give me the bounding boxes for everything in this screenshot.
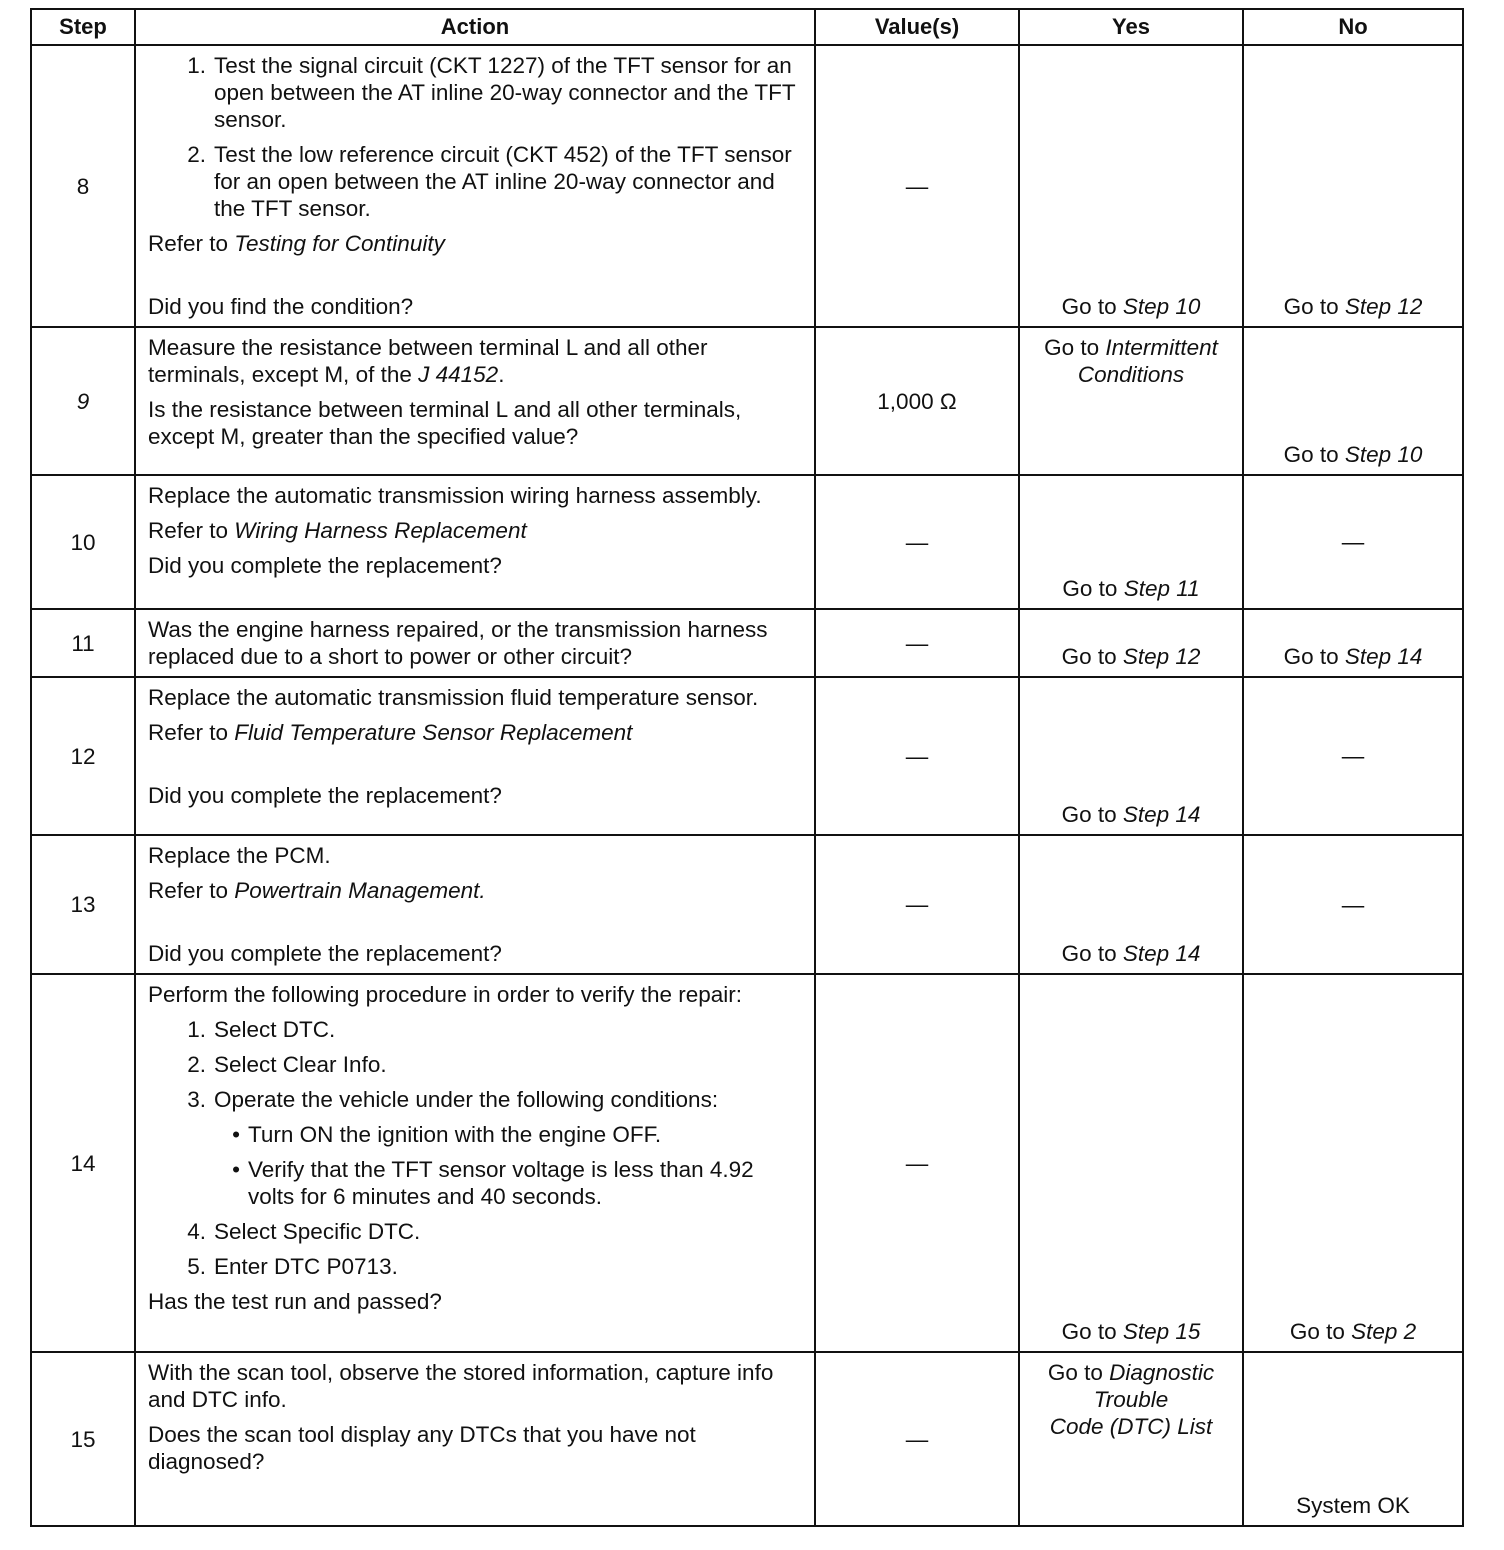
list-item: 2. Test the low reference circuit (CKT 452) of the TFT sensor for an open between the AT inline 20-way connector and the TFT sensor. — [187, 142, 792, 221]
question: Is the resistance between terminal L and all other terminals, except M, greater than the specified value? — [148, 397, 742, 449]
no-cell: — — [1243, 835, 1463, 974]
table-row-step-12 — [31, 677, 1463, 835]
yes-link[interactable]: Step 10 — [1122, 294, 1201, 319]
yes-cell: Go to Diagnostic Trouble Code (DTC) List — [1019, 1352, 1243, 1526]
step-number: 10 — [31, 475, 135, 609]
bullet-item: • Turn ON the ignition with the engine OFF. — [232, 1122, 662, 1147]
step-number: 8 — [31, 45, 135, 327]
no-cell: — — [1243, 677, 1463, 835]
no-link[interactable]: Step 2 — [1351, 1319, 1417, 1344]
action-cell: Measure the resistance between terminal L and all other terminals, except M, of the J 44152. Is the resistance between terminal L and all other terminals, except M, greater than the specified value? — [135, 327, 815, 475]
value-cell: — — [815, 1352, 1019, 1526]
table-row-step-10 — [31, 475, 1463, 609]
no-cell: Go to Step 14 — [1243, 609, 1463, 677]
action-cell: Replace the PCM. Refer to Powertrain Management. Did you complete the replacement? — [135, 835, 815, 974]
question: Did you complete the replacement? — [148, 783, 502, 808]
yes-cell: Go to Step 14 — [1019, 677, 1243, 835]
step-number: 11 — [31, 609, 135, 677]
step-number: 9 — [31, 327, 135, 475]
action-cell — [135, 45, 815, 327]
header-no: No — [1243, 9, 1463, 45]
yes-cell: Go to Step 15 — [1019, 974, 1243, 1352]
value-cell: — — [815, 609, 1019, 677]
list-item: 4. Select Specific DTC. — [187, 1219, 421, 1244]
header-action: Action — [135, 9, 815, 45]
yes-link[interactable]: Step 11 — [1123, 576, 1200, 601]
value-cell: — — [815, 475, 1019, 609]
yes-link[interactable]: Step 12 — [1122, 644, 1201, 669]
list-item: 2. Select Clear Info. — [187, 1052, 387, 1077]
table-row-step-11 — [31, 609, 1463, 677]
refer-text: Refer to Testing for Continuity — [148, 231, 445, 256]
step-number: 12 — [31, 677, 135, 835]
refer-text: Refer to Wiring Harness Replacement — [148, 518, 527, 543]
question: Has the test run and passed? — [148, 1289, 442, 1314]
value-cell: — — [815, 974, 1019, 1352]
no-cell: — — [1243, 475, 1463, 609]
no-link[interactable]: Step 14 — [1344, 644, 1423, 669]
question: Was the engine harness repaired, or the transmission harness replaced due to a short to power or other circuit? — [148, 617, 768, 669]
table-row-step-13 — [31, 835, 1463, 974]
refer-link[interactable]: Powertrain Management. — [234, 878, 486, 903]
table-row-step-8 — [31, 45, 1463, 327]
yes-cell: Go to Intermittent Conditions — [1019, 327, 1243, 475]
table-row-step-15 — [31, 1352, 1463, 1526]
no-cell: Go to Step 10 — [1243, 327, 1463, 475]
no-link[interactable]: Step 12 — [1344, 294, 1423, 319]
yes-link[interactable]: Step 14 — [1122, 941, 1201, 966]
list-item: 5. Enter DTC P0713. — [187, 1254, 398, 1279]
refer-link[interactable]: Fluid Temperature Sensor Replacement — [234, 720, 633, 745]
yes-link[interactable]: Intermittent — [1105, 335, 1218, 360]
step-number: 14 — [31, 974, 135, 1352]
tool-ref: J 44152 — [418, 362, 499, 387]
no-link[interactable]: Step 10 — [1344, 442, 1423, 467]
yes-cell: Go to Step 11 — [1019, 475, 1243, 609]
yes-link[interactable]: Diagnostic — [1109, 1360, 1215, 1385]
question: Did you complete the replacement? — [148, 553, 502, 578]
action-cell: Replace the automatic transmission wiring harness assembly. Refer to Wiring Harness Replacement Did you complete the replacement? — [135, 475, 815, 609]
yes-cell: Go to Step 14 — [1019, 835, 1243, 974]
question: Did you complete the replacement? — [148, 941, 502, 966]
yes-link[interactable]: Step 15 — [1122, 1319, 1201, 1344]
table-row-step-9 — [31, 327, 1463, 475]
table-row-step-14 — [31, 974, 1463, 1352]
bullet-item: • Verify that the TFT sensor voltage is less than 4.92 volts for 6 minutes and 40 seconds. — [232, 1157, 754, 1209]
diagnostic-table — [30, 8, 1464, 1527]
yes-link[interactable]: Step 14 — [1122, 802, 1201, 827]
header-yes: Yes — [1019, 9, 1243, 45]
step-number: 15 — [31, 1352, 135, 1526]
list-item: 1. Test the signal circuit (CKT 1227) of the TFT sensor for an open between the AT inline 20-way connector and the TFT sensor. — [187, 53, 796, 132]
question: Did you find the condition? — [148, 294, 414, 319]
value-cell: — — [815, 677, 1019, 835]
yes-cell: Go to Step 10 — [1019, 45, 1243, 327]
refer-text: Refer to Powertrain Management. — [148, 878, 486, 903]
refer-text: Refer to Fluid Temperature Sensor Replacement — [148, 720, 633, 745]
header-values: Value(s) — [815, 9, 1019, 45]
value-cell: — — [815, 835, 1019, 974]
step-number: 13 — [31, 835, 135, 974]
value-cell: — — [815, 45, 1019, 327]
header-step: Step — [31, 9, 135, 45]
action-cell — [135, 609, 815, 677]
refer-link[interactable]: Wiring Harness Replacement — [234, 518, 527, 543]
list-item: 1. Select DTC. — [187, 1017, 336, 1042]
no-cell: Go to Step 2 — [1243, 974, 1463, 1352]
refer-link[interactable]: Testing for Continuity — [234, 231, 445, 256]
value-cell: 1,000 Ω — [815, 327, 1019, 475]
action-cell: Replace the automatic transmission fluid temperature sensor. Refer to Fluid Temperature Sensor Replacement Did you complete the replacement? — [135, 677, 815, 835]
yes-cell: Go to Step 12 — [1019, 609, 1243, 677]
no-cell — [1243, 1352, 1463, 1526]
action-cell: With the scan tool, observe the stored information, capture info and DTC info. Does the scan tool display any DTCs that you have not diagnosed? — [135, 1352, 815, 1526]
question: Does the scan tool display any DTCs that you have not diagnosed? — [148, 1422, 696, 1474]
header-row — [31, 9, 1463, 45]
list-item: 3. Operate the vehicle under the following conditions: — [187, 1087, 719, 1112]
no-cell: Go to Step 12 — [1243, 45, 1463, 327]
system-ok-text: System OK — [1296, 1493, 1410, 1518]
action-cell: Perform the following procedure in order to verify the repair: 1. Select DTC. 2. Select Clear Info. 3. Operate the vehicle under the following conditions: • Turn ON the ignition with the engine OFF. • Verify that the TFT sensor voltage is less than 4.92 volts for 6 minutes and 40 seconds. 4. Select Specific DTC. 5. Enter DTC P0713. Has the test run and passed? — [135, 974, 815, 1352]
